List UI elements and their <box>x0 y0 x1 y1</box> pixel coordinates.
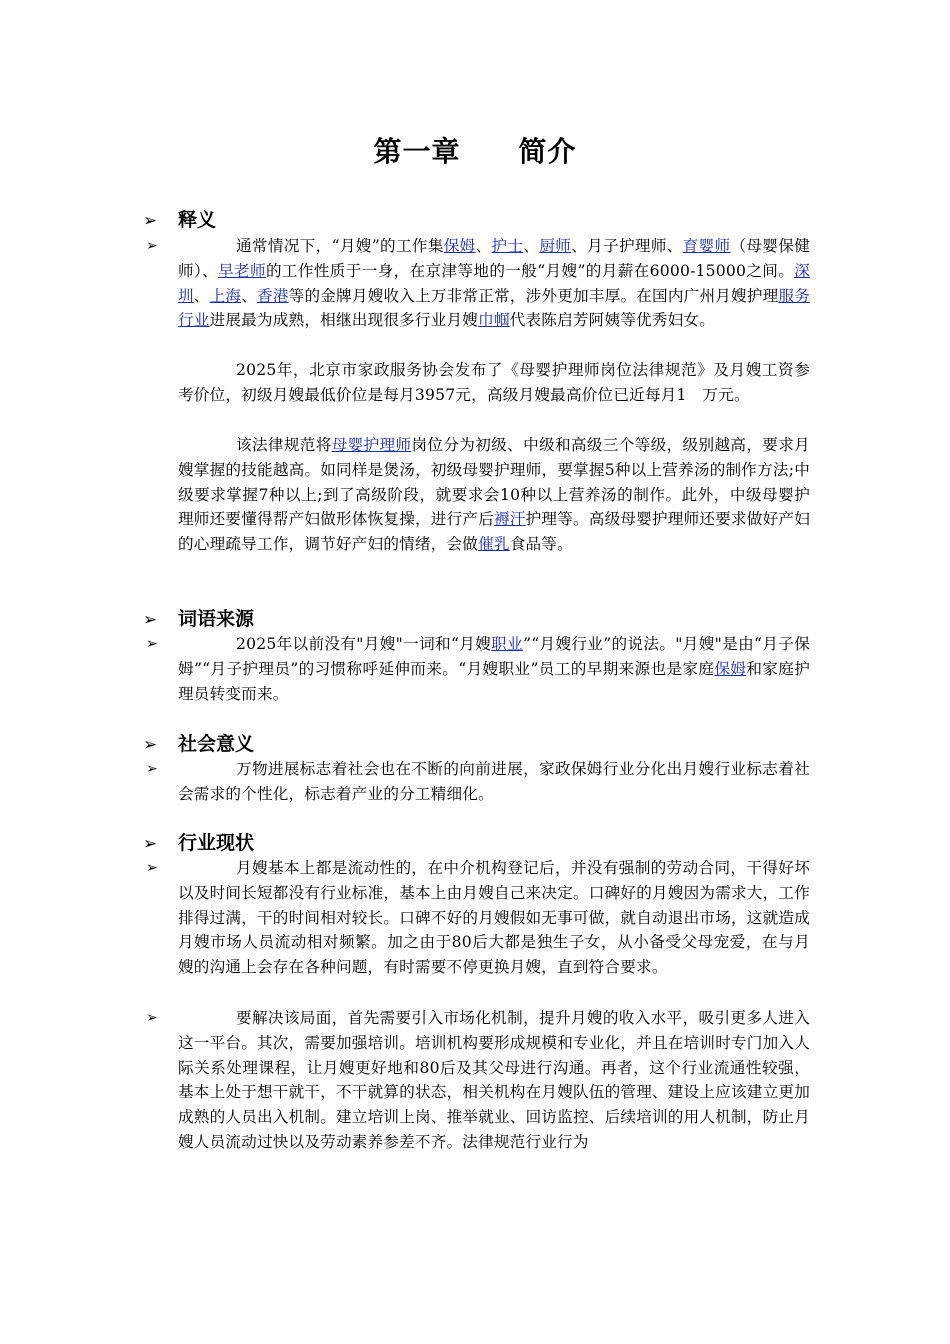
hyperlink[interactable]: 保姆 <box>714 659 747 678</box>
text-run: 要解决该局面，首先需要引入市场化机制，提升月嫂的收入水平，吸引更多人进入这一平台。其次，需要加强培训。培训机构要形成规模和专业化，并且在培训时专门加入人际关系处理课程，让月嫂更好地和80后及其父母进行沟通。再者，这个行业流通性较强，基本上处于想干就干，不干就算的状态，相关机构在月嫂队伍的管理、建设上应该建立更加成熟的人员出入机制。建立培训上岗、推举就业、回访监控、后续培训的用人机制，防止月嫂人员流动过快以及劳动素养参差不齐。法律规范行业行为 <box>178 1009 810 1151</box>
section-heading-hangye: ➢ 行业现状 <box>143 830 254 856</box>
text-run: 进展最为成熟，相继出现很多行业月嫂 <box>209 311 479 330</box>
arrow-bullet-icon: ➢ <box>146 636 158 652</box>
paragraph <box>178 358 810 408</box>
arrow-bullet-icon: ➢ <box>146 1010 158 1026</box>
text-run: （母婴保健师）、 <box>178 237 811 280</box>
paragraph <box>178 632 810 706</box>
text-run: 、 <box>475 237 492 255</box>
text-run: 等的金牌月嫂收入上万非常正常，涉外更加丰厚。在国内广州月嫂护理 <box>288 286 779 305</box>
hyperlink[interactable]: 早老师 <box>218 261 266 280</box>
text-run: 月嫂基本上都是流动性的，在中介机构登记后，并没有强制的劳动合同，干得好坏以及时间长短都没有行业标准，基本上由月嫂自己来决定。口碑好的月嫂因为需求大，工作排得过满，干的时间相对较长。口碑不好的月嫂假如无事可做，就自动退出市场，这就造成月嫂市场人员流动相对频繁。加之由于80后大都是独生子女，从小备受父母宠爱，在与月嫂的沟通上会存在各种问题，有时需要不停更换月嫂，直到符合要求。 <box>178 859 810 977</box>
arrow-bullet-icon: ➢ <box>146 761 158 777</box>
paragraph <box>178 1006 810 1155</box>
text-run: 的工作性质于一身，在京津等地的一般“月嫂”的月薪在6000-15000之间。 <box>265 261 795 280</box>
text-run: 护理等。高级母婴护理师还要求做好产妇的心理疏导工作，调节好产妇的情绪，会做 <box>178 510 810 554</box>
arrow-bullet-icon: ➢ <box>143 834 158 854</box>
arrow-bullet-icon: ➢ <box>146 860 158 876</box>
hyperlink[interactable]: 上海 <box>209 286 242 305</box>
text-run: 岗位分为初级、中级和高级三个等级，级别越高，要求月嫂掌握的技能越高。如同样是煲汤，初级母婴护理师，要掌握5种以上营养汤的制作方法;中级要求掌握7种以上;到了高级阶段，就要求会10种以上营养汤的制作。此外，中级母婴护理师还要懂得帮产妇做形体恢复操，进行产后 <box>178 436 810 529</box>
text-run: 、月子护理师、 <box>571 237 683 255</box>
arrow-bullet-icon: ➢ <box>146 238 158 254</box>
hyperlink[interactable]: 巾帼 <box>478 311 510 330</box>
text-run: 、 <box>241 286 258 305</box>
hyperlink[interactable]: 服务行业 <box>178 286 811 330</box>
text-run: 该法律规范将 <box>236 436 332 454</box>
hyperlink[interactable]: 厨师 <box>539 237 572 255</box>
text-run: 和家庭护理员转变而来。 <box>178 659 810 703</box>
text-run: 万物进展标志着社会也在不断的向前进展，家政保姆行业分化出月嫂行业标志着社会需求的个性化，标志着产业的分工精细化。 <box>178 760 810 803</box>
section-heading-shehui: ➢ 社会意义 <box>143 731 254 757</box>
hyperlink[interactable]: 香港 <box>257 286 289 305</box>
paragraph <box>178 234 810 333</box>
hyperlink[interactable]: 母婴护理师 <box>331 436 412 454</box>
hyperlink[interactable]: 催乳 <box>478 535 510 554</box>
text-run: 2025年，北京市家政服务协会发布了《母婴护理师岗位法律规范》及月嫂工资参考价位，初级月嫂最低价位是每月3957元，高级月嫂最高价位已近每月1 万元。 <box>178 361 810 404</box>
hyperlink[interactable]: 褥汗 <box>494 510 526 529</box>
text-run: 通常情况下，“月嫂”的工作集 <box>236 237 444 255</box>
text-run: 、 <box>523 237 540 255</box>
text-run: 食品等。 <box>509 535 573 554</box>
text-run: 代表陈启芳阿姨等优秀妇女。 <box>509 311 716 330</box>
hyperlink[interactable]: 育婴师 <box>682 237 731 255</box>
section-heading-ciyu: ➢ 词语来源 <box>143 606 254 632</box>
hyperlink[interactable]: 职业 <box>491 635 524 653</box>
text-run: ”“月嫂行业”的说法。"月嫂"是由“月子保姆”“月子护理员”的习惯称呼延伸而来。“月嫂职业”员工的早期来源也是家庭 <box>178 635 811 678</box>
arrow-bullet-icon: ➢ <box>143 610 158 630</box>
arrow-bullet-icon: ➢ <box>143 211 158 231</box>
paragraph <box>178 856 810 980</box>
hyperlink[interactable]: 护士 <box>491 237 524 255</box>
hyperlink[interactable]: 保姆 <box>443 237 476 255</box>
arrow-bullet-icon: ➢ <box>143 735 158 755</box>
chapter-title: 第一章 简介 <box>373 135 577 168</box>
text-run: 、 <box>193 286 210 305</box>
paragraph <box>178 757 810 807</box>
hyperlink[interactable]: 深圳 <box>178 261 810 305</box>
text-run: 2025年以前没有"月嫂"一词和“月嫂 <box>236 635 492 653</box>
paragraph <box>178 433 810 557</box>
section-heading-shiyi: ➢ 释义 <box>143 207 216 233</box>
